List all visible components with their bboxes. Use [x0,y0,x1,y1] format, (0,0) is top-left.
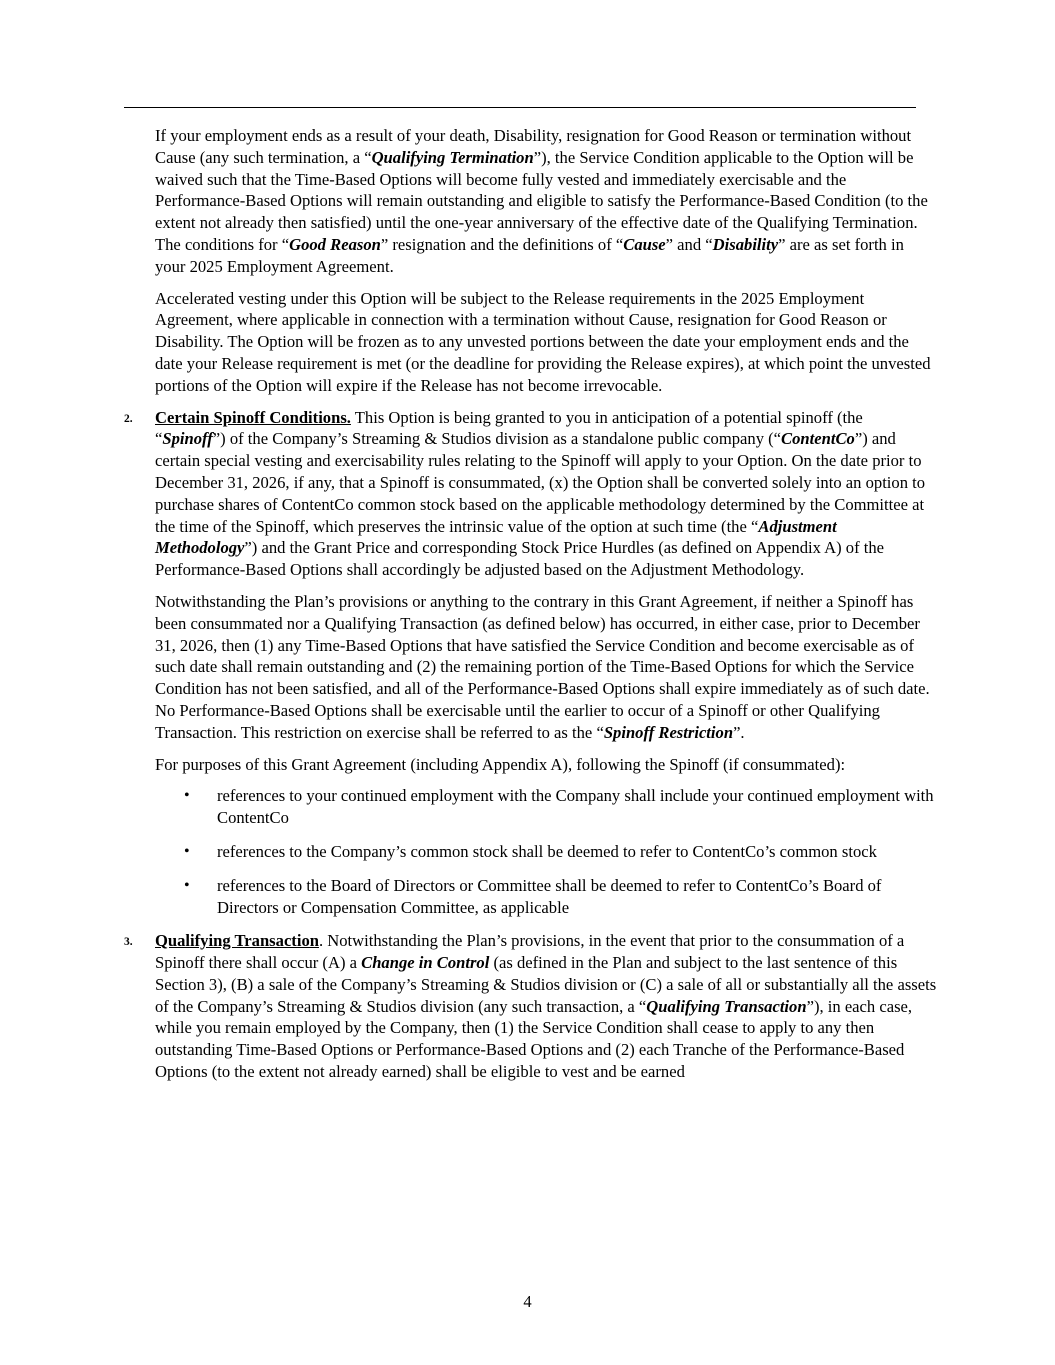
list-item-text: references to the Board of Directors or Committee shall be deemed to refer to ContentCo’s Board of Directors or Compensation Committee, as applicable [217,875,882,917]
defined-term: Adjustment Methodology [155,516,837,558]
list-item [155,785,937,829]
bullet-icon: • [184,787,190,805]
text: ”. [733,722,745,742]
section-2 [124,407,937,581]
qualifying-termination-paragraph [155,125,937,278]
defined-term: Qualifying Transaction [646,996,807,1016]
text: This Option is being granted to you in anticipation of a potential spinoff (the “ [155,407,863,449]
section-heading: Certain Spinoff Conditions. [155,407,351,427]
list-item [155,841,937,863]
list-item-text: references to your continued employment with the Company shall include your continued employment with ContentCo [217,786,934,828]
text: Notwithstanding the Plan’s provisions or anything to the contrary in this Grant Agreement, if neither a Spinoff has been consummated nor a Qualifying Transaction (as defined below) has occurred, in either case, prior to December 31, 2026, then (1) any Time-Based Options that have satisfied the Service Condition and become exercisable as of such date shall remain outstanding and (2) the remaining portion of the Time-Based Options for which the Service Condition has not been satisfied, and all of the Performance-Based Options shall expire immediately as of such date. No Performance-Based Options shall be exercisable until the earlier to occur of a Spinoff or other Qualifying Transaction. This restriction on exercise shall be referred to as the “ [155,591,930,742]
page-number: 4 [523,1292,532,1311]
section-2-text [155,407,937,581]
document-body [124,125,937,1093]
section-number: 2. [124,412,133,425]
text: ”), in each case, while you remain employed by the Company, then (1) the Service Condition shall cease to apply to any then outstanding Time-Based Options or Performance-Based Options and (2) each Tranche of the Performance-Based Options (to the extent not already earned) shall be eligible to vest and be earned [155,996,913,1082]
text: ”) and certain special vesting and exercisability rules relating to the Spinoff will apply to your Option. On the date prior to December 31, 2026, if any, that a Spinoff is consummated, (x) the Option shall be converted solely into an option to purchase shares of ContentCo common stock based on the applicable methodology determined by the Committee at the time of the Spinoff, which preserves the intrinsic value of the option at such time (the “ [155,429,926,536]
list-item [155,875,937,919]
defined-term: Good Reason [289,234,381,254]
accelerated-vesting-paragraph: Accelerated vesting under this Option will be subject to the Release requirements in the 2025 Employment Agreement, where applicable in connection with a termination without Cause, resignation for Good Reason or Disability. The Option will be frozen as to any unvested portions between the date your employment ends and the date your Release requirement is met (or the deadline for providing the Release expires), at which point the unvested portions of the Option will expire if the Release has not become irrevocable. [155,288,931,395]
list-item-text: references to the Company’s common stock shall be deemed to refer to ContentCo’s common stock [217,841,877,861]
spinoff-restriction-paragraph [155,591,937,744]
defined-term: Cause [623,234,666,254]
bullet-icon: • [184,876,190,894]
defined-term: Spinoff Restriction [603,722,734,742]
defined-term: Spinoff [162,429,213,449]
defined-term: ContentCo [781,429,855,449]
text: ”) of the Company’s Streaming & Studios division as a standalone public company (“ [212,429,782,449]
text: If your employment ends as a result of your death, Disability, resignation for Good Reason or termination without Cause (any such termination, a “ [155,126,912,167]
defined-term: Disability [712,234,779,254]
text: . Notwithstanding the Plan’s provisions, in the event that prior to the consummation of a Spinoff there shall occur (A) a [155,931,905,973]
section-heading: Qualifying Transaction [155,931,319,951]
text: (as defined in the Plan and subject to the last sentence of this Section 3), (B) a sale of the Company’s Streaming & Studios division or (C) a sale of all or substantially all the assets of the Company’s Streaming & Studios division (any such transaction, a “ [155,953,937,1016]
text: ” resignation and the definitions of “ [380,234,624,254]
defined-term: Change in Control [361,953,490,973]
text: ” and “ [665,234,713,254]
bullet-icon: • [184,842,190,860]
text: ”), the Service Condition applicable to the Option will be waived such that the Time-Based Options will become fully vested and immediately exercisable and the Performance-Based Options will remain outstanding and eligible to satisfy the Performance-Based Condition (to the extent not already then satisfied) until the one-year anniversary of the effective date of the Qualifying Termination. The conditions for “ [155,147,928,254]
defined-term: Qualifying Termination [371,147,534,167]
bullet-list [155,785,937,918]
section-3-text [155,930,937,1083]
text: ” are as set forth in your 2025 Employment Agreement. [155,234,904,276]
purposes-paragraph: For purposes of this Grant Agreement (including Appendix A), following the Spinoff (if consummated): [155,754,846,774]
section-3 [124,930,937,1083]
header-rule [124,107,916,108]
text: ”) and the Grant Price and corresponding Stock Price Hurdles (as defined on Appendix A) of the Performance-Based Options shall accordingly be adjusted based on the Adjustment Methodology. [155,538,885,580]
section-number: 3. [124,936,133,949]
